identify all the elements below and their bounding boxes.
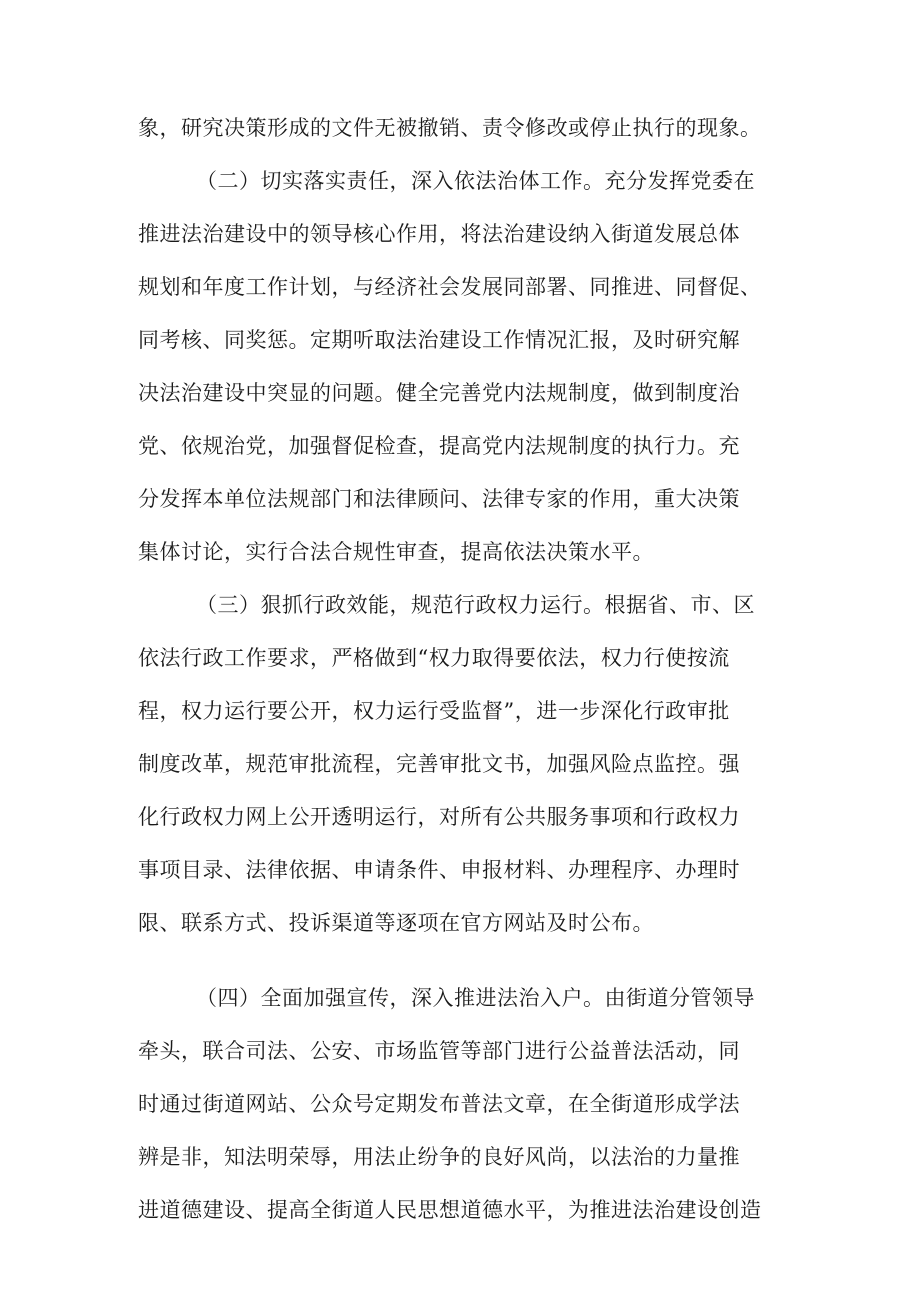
text-line: 牵头，联合司法、公安、市场监管等部门进行公益普法活动，同 — [138, 1039, 740, 1063]
text-line: 决法治建设中突显的问题。健全完善党内法规制度，做到制度治 — [138, 381, 740, 405]
text-line: 集体讨论，实行合法合规性审查，提高依法决策水平。 — [138, 540, 654, 564]
text-line: 进道德建设、提高全街道人民思想道德水平，为推进法治建设创造 — [138, 1198, 762, 1222]
text-line: 时通过街道网站、公众号定期发布普法文章，在全街道形成学法 — [138, 1092, 740, 1116]
text-line: 化行政权力网上公开透明运行，对所有公共服务事项和行政权力 — [138, 805, 740, 829]
text-line: 事项目录、法律依据、申请条件、申报材料、办理程序、办理时 — [138, 858, 740, 882]
text-line: 辨是非，知法明荣辱，用法止纷争的良好风尚，以法治的力量推 — [138, 1145, 740, 1169]
text-line: 制度改革，规范审批流程，完善审批文书，加强风险点监控。强 — [138, 752, 740, 776]
text-line: 分发挥本单位法规部门和法律顾问、法律专家的作用，重大决策 — [138, 487, 740, 511]
text-line: 限、联系方式、投诉渠道等逐项在官方网站及时公布。 — [138, 911, 654, 935]
text-line: 程，权力运行要公开，权力运行受监督”，进一步深化行政审批 — [138, 699, 730, 723]
text-line: 规划和年度工作计划，与经济社会发展同部署、同推进、同督促、 — [138, 275, 762, 299]
text-line: 同考核、同奖惩。定期听取法治建设工作情况汇报，及时研究解 — [138, 328, 740, 352]
text-line: 依法行政工作要求，严格做到“权力取得要依法，权力行使按流 — [138, 646, 730, 670]
section-heading-line: （三）狠抓行政效能，规范行政权力运行。根据省、市、区 — [196, 593, 755, 617]
section-heading-line: （二）切实落实责任，深入依法治体工作。充分发挥党委在 — [196, 169, 755, 193]
text-line: 推进法治建设中的领导核心作用，将法治建设纳入街道发展总体 — [138, 222, 740, 246]
section-heading-line: （四）全面加强宣传，深入推进法治入户。由街道分管领导 — [196, 986, 755, 1010]
text-line: 象，研究决策形成的文件无被撤销、责令修改或停止执行的现象。 — [138, 116, 762, 140]
text-line: 党、依规治党，加强督促检查，提高党内法规制度的执行力。充 — [138, 434, 740, 458]
